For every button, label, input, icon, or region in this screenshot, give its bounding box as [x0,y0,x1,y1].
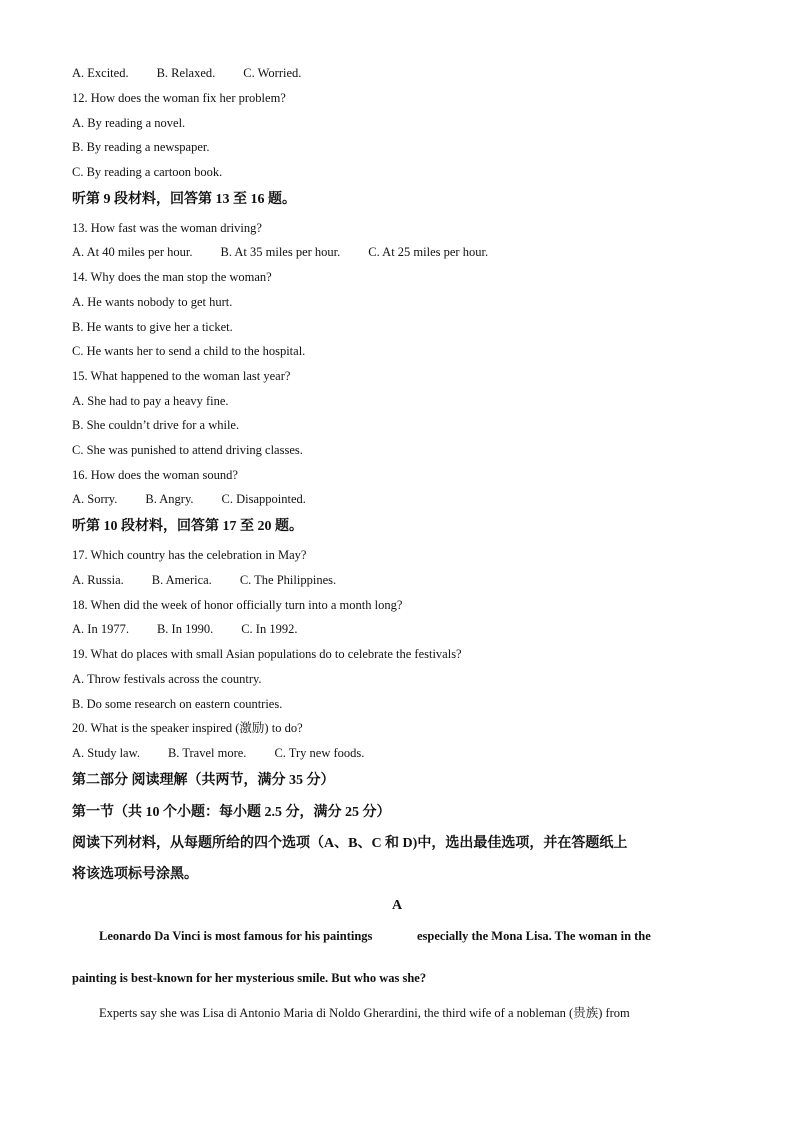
q19-option-b: B. Do some research on eastern countries. [72,697,283,711]
q14-option-b: B. He wants to give her a ticket. [72,320,233,334]
passage-letter: A [391,898,403,913]
section-9-heading: 听第 9 段材料，回答第 13 至 16 题。 [72,192,296,207]
q18-option-a: A. In 1977. [72,622,129,636]
q11-option-a: A. Excited. [72,66,129,80]
q18-option-b: B. In 1990. [156,622,214,636]
q12-option-c: C. By reading a cartoon book. [72,165,223,179]
q19-option-a: A. Throw festivals across the country. [72,672,262,686]
intro-line-1b: especially the Mona Lisa. The woman in the [417,929,651,943]
passage-paragraph-1: Experts say she was Lisa di Antonio Maria di Noldo Gherardini, the third wife of a nobleman (贵族) from [99,1006,630,1020]
q17-option-c: C. The Philippines. [239,573,337,587]
q12-question: 12. How does the woman fix her problem? [72,91,286,105]
q17-option-a: A. Russia. [72,573,124,587]
q17-options [72,572,364,588]
q18-options [72,621,325,637]
q12-option-a: A. By reading a novel. [72,116,186,130]
q18-option-c: C. In 1992. [241,622,298,636]
q20-option-b: B. Travel more. [167,746,247,760]
q16-option-b: B. Angry. [145,492,194,506]
q18-question: 18. When did the week of honor officially turn into a month long? [72,598,403,612]
intro-line-2: painting is best-known for her mysterious smile. But who was she? [72,971,427,985]
q12-option-b: B. By reading a newspaper. [72,140,210,154]
q13-option-c: C. At 25 miles per hour. [368,245,489,259]
q15-question: 15. What happened to the woman last year? [72,369,291,383]
q13-options [72,244,516,260]
q13-question: 13. How fast was the woman driving? [72,221,262,235]
intro-line-1a: Leonardo Da Vinci is most famous for his paintings [99,929,373,943]
q17-question: 17. Which country has the celebration in May? [72,548,307,562]
q14-option-c: C. He wants her to send a child to the hospital. [72,344,306,358]
q17-option-b: B. America. [151,573,212,587]
q16-option-c: C. Disappointed. [221,492,306,506]
q16-options [72,491,334,507]
q14-question: 14. Why does the man stop the woman? [72,270,272,284]
q16-question: 16. How does the woman sound? [72,468,238,482]
q19-question: 19. What do places with small Asian populations do to celebrate the festivals? [72,647,462,661]
q13-option-b: B. At 35 miles per hour. [220,245,341,259]
q11-option-c: C. Worried. [243,66,302,80]
q15-option-b: B. She couldn’t drive for a while. [72,418,240,432]
q16-option-a: A. Sorry. [72,492,118,506]
q20-option-c: C. Try new foods. [274,746,365,760]
q20-options [72,745,392,761]
part-2-title: 第二部分 阅读理解（共两节，满分 35 分） [72,773,335,788]
q14-option-a: A. He wants nobody to get hurt. [72,295,233,309]
q15-option-c: C. She was punished to attend driving classes. [72,443,303,457]
instruction-line-2: 将该选项标号涂黑。 [72,867,198,882]
section-10-heading: 听第 10 段材料，回答第 17 至 20 题。 [72,519,303,534]
q15-option-a: A. She had to pay a heavy fine. [72,394,229,408]
q20-question: 20. What is the speaker inspired (激励) to do? [72,721,303,735]
section-1-title: 第一节（共 10 个小题：每小题 2.5 分，满分 25 分） [72,805,391,820]
instruction-line-1: 阅读下列材料，从每题所给的四个选项（A、B、C 和 D)中，选出最佳选项，并在答题纸上 [72,836,628,851]
q11-option-b: B. Relaxed. [156,66,216,80]
q20-option-a: A. Study law. [72,746,140,760]
q13-option-a: A. At 40 miles per hour. [72,245,193,259]
q11-options [72,65,329,81]
